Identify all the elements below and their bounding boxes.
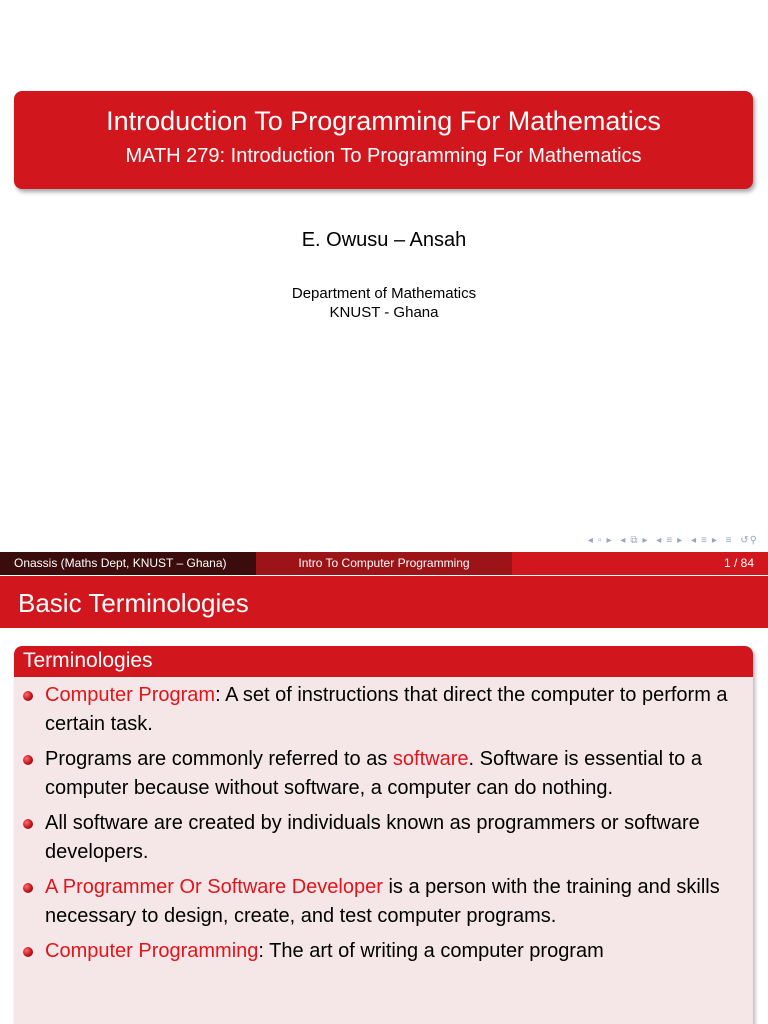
- terminology-list: [14, 677, 753, 966]
- list-item: [45, 681, 745, 739]
- presentation-subtitle: MATH 279: Introduction To Programming For Mathematics: [125, 145, 642, 167]
- definition: . Software is essential to a computer because without software, a computer can do nothing.: [45, 748, 702, 799]
- doc-icon[interactable]: ≡: [725, 535, 733, 546]
- section-next-icon[interactable]: ▸: [677, 535, 684, 546]
- search-icon[interactable]: ↺⚲: [740, 535, 758, 546]
- align-next-icon[interactable]: ▸: [711, 535, 718, 546]
- list-item: [45, 873, 745, 931]
- content-slide: [0, 576, 768, 1024]
- institution: KNUST - Ghana: [329, 304, 439, 321]
- subsection-prev-icon[interactable]: ◂: [620, 535, 627, 546]
- subsection-icon[interactable]: ⧉: [630, 535, 639, 546]
- section-icon[interactable]: ≡: [666, 535, 674, 546]
- list-item: [45, 809, 745, 867]
- footer-short-title: Intro To Computer Programming: [256, 552, 512, 575]
- nav-next-icon[interactable]: ▸: [606, 535, 613, 546]
- footer-author: Onassis (Maths Dept, KNUST – Ghana): [0, 552, 256, 575]
- section-prev-icon[interactable]: ◂: [656, 535, 663, 546]
- definition: : A set of instructions that direct the computer to perform a certain task.: [45, 684, 728, 735]
- bullet-icon: [23, 819, 33, 829]
- definition: is a person with the training and skills necessary to design, create, and test computer programs.: [45, 876, 720, 927]
- term: software: [392, 748, 469, 770]
- department: Department of Mathematics: [291, 285, 477, 302]
- term: Computer Program: [45, 684, 216, 706]
- item-text: All software are created by individuals known as programmers or software developers.: [45, 812, 700, 863]
- presentation-title: Introduction To Programming For Mathematics: [106, 106, 661, 136]
- align-prev-icon[interactable]: ◂: [690, 535, 698, 546]
- terminology-block: [14, 646, 753, 1024]
- title-box: [14, 91, 753, 189]
- frame-title: Basic Terminologies: [0, 576, 768, 628]
- bullet-icon: [23, 755, 33, 765]
- block-title: Terminologies: [14, 646, 753, 677]
- beamer-navigation: [584, 535, 758, 549]
- term: Computer Programming: [45, 940, 259, 962]
- nav-prev-icon[interactable]: ◂: [587, 535, 594, 546]
- list-item: [45, 937, 745, 966]
- definition: : The art of writing a computer program: [258, 940, 604, 962]
- bullet-icon: [23, 883, 33, 893]
- author: E. Owusu – Ansah: [301, 229, 467, 251]
- bullet-icon: [23, 691, 33, 701]
- footer: [0, 552, 768, 575]
- list-item: [45, 745, 745, 803]
- term: A Programmer Or Software Developer: [45, 876, 383, 898]
- align-icon[interactable]: ≡: [701, 535, 708, 546]
- footer-page-number: 1 / 84: [512, 552, 768, 575]
- item-text: Programs are commonly referred to as: [45, 748, 393, 770]
- institute: [0, 284, 768, 322]
- bullet-icon: [23, 947, 33, 957]
- frame-icon[interactable]: ▫: [597, 535, 603, 546]
- subsection-next-icon[interactable]: ▸: [642, 535, 649, 546]
